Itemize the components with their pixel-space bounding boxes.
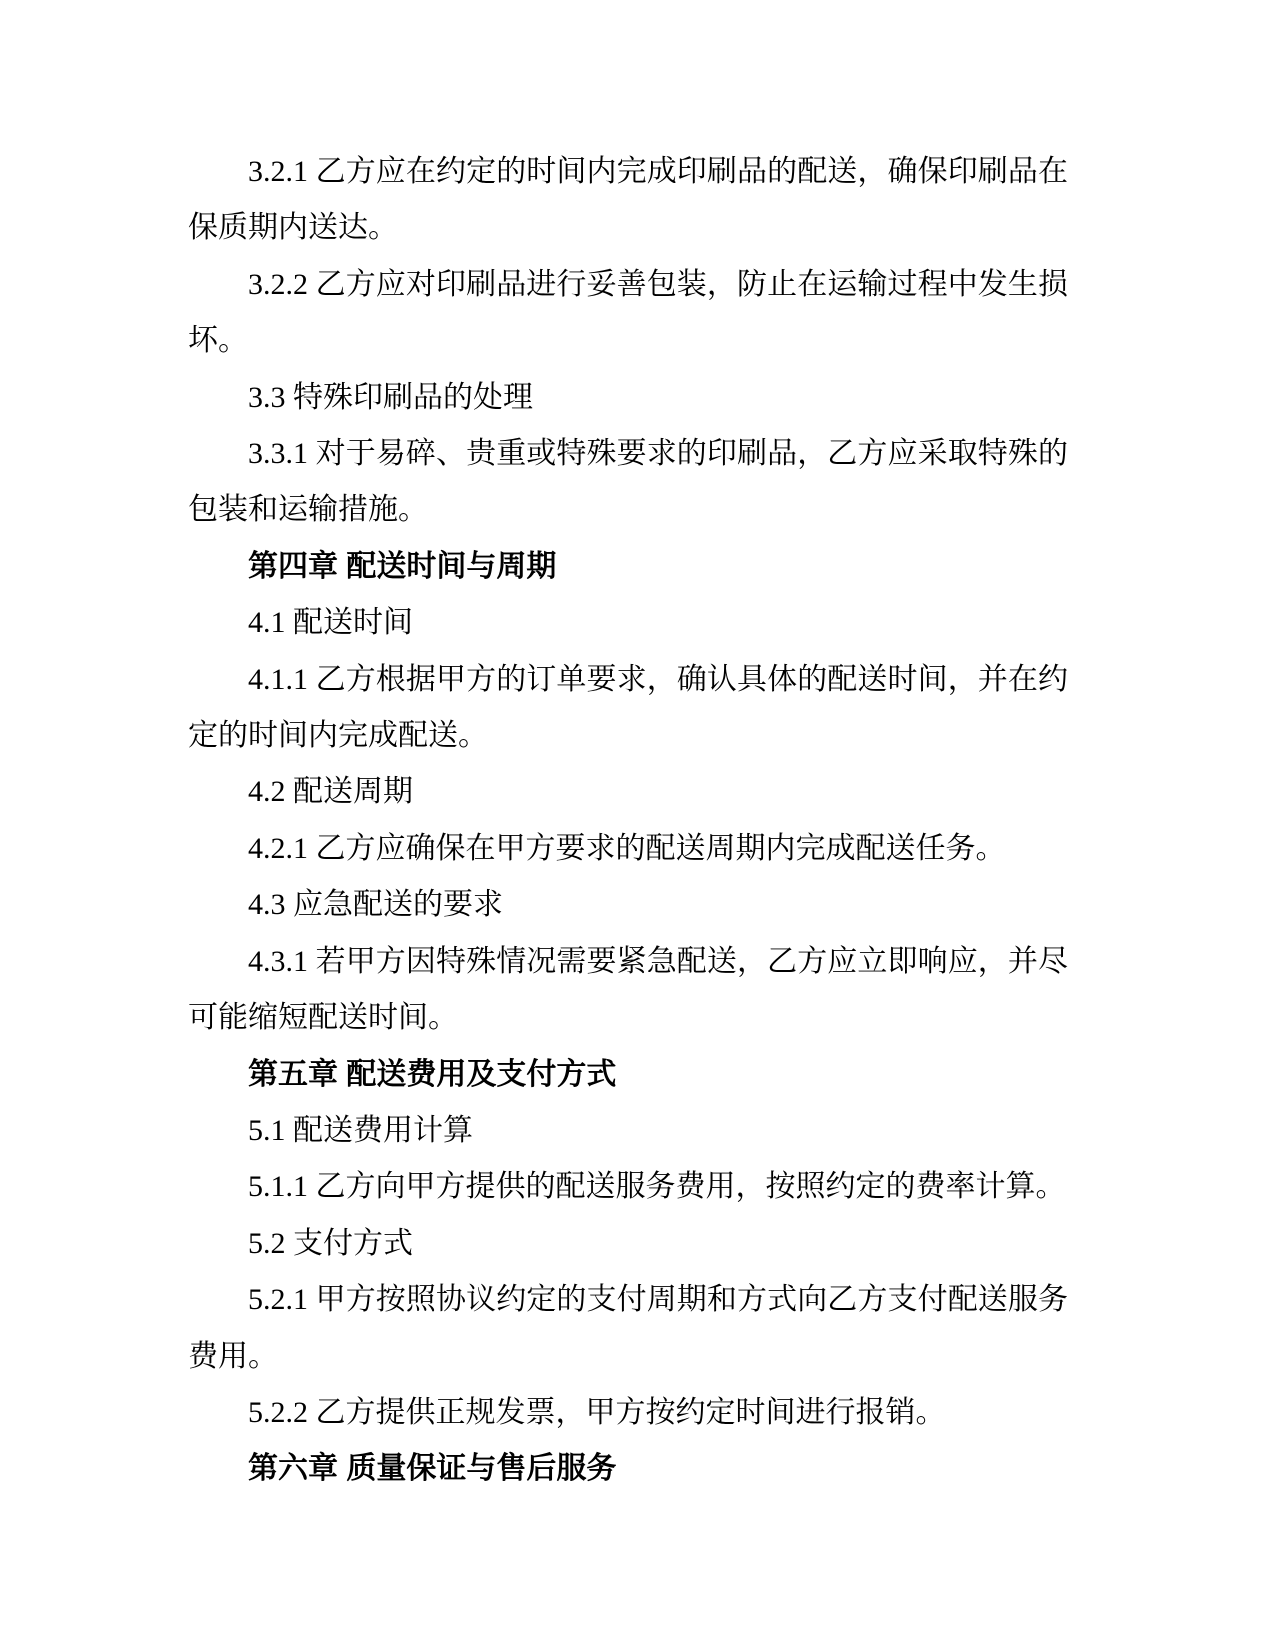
chapter-heading: 第六章 质量保证与售后服务 bbox=[248, 1452, 617, 1486]
body-paragraph: 4.2 配送周期 bbox=[248, 775, 413, 809]
body-paragraph: 5.2.1 甲方按照协议约定的支付周期和方式向乙方支付配送服务费用。 bbox=[188, 1283, 1068, 1373]
body-paragraph: 3.3 特殊印刷品的处理 bbox=[248, 380, 533, 414]
body-paragraph: 4.3 应急配送的要求 bbox=[248, 888, 503, 922]
body-paragraph: 3.2.2 乙方应对印刷品进行妥善包装，防止在运输过程中发生损坏。 bbox=[188, 267, 1068, 358]
body-paragraph: 5.1.1 乙方向甲方提供的配送服务费用，按照约定的费率计算。 bbox=[248, 1170, 1066, 1204]
body-paragraph: 3.2.1 乙方应在约定的时间内完成印刷品的配送，确保印刷品在保质期内送达。 bbox=[188, 155, 1068, 245]
body-paragraph: 4.2.1 乙方应确保在甲方要求的配送周期内完成配送任务。 bbox=[248, 831, 1006, 865]
body-paragraph: 5.2.2 乙方提供正规发票，甲方按约定时间进行报销。 bbox=[248, 1395, 946, 1429]
chapter-heading: 第五章 配送费用及支付方式 bbox=[248, 1057, 617, 1091]
chapter-heading: 第四章 配送时间与周期 bbox=[248, 549, 557, 583]
body-paragraph: 4.3.1 若甲方因特殊情况需要紧急配送，乙方应立即响应，并尽可能缩短配送时间。 bbox=[188, 944, 1068, 1035]
document-content bbox=[188, 144, 1068, 1498]
body-paragraph: 3.3.1 对于易碎、贵重或特殊要求的印刷品，乙方应采取特殊的包装和运输措施。 bbox=[188, 437, 1068, 527]
body-paragraph: 5.2 支付方式 bbox=[248, 1226, 413, 1260]
body-paragraph: 5.1 配送费用计算 bbox=[248, 1113, 473, 1147]
body-paragraph: 4.1.1 乙方根据甲方的订单要求，确认具体的配送时间，并在约定的时间内完成配送。 bbox=[188, 662, 1068, 753]
body-paragraph: 4.1 配送时间 bbox=[248, 606, 413, 640]
